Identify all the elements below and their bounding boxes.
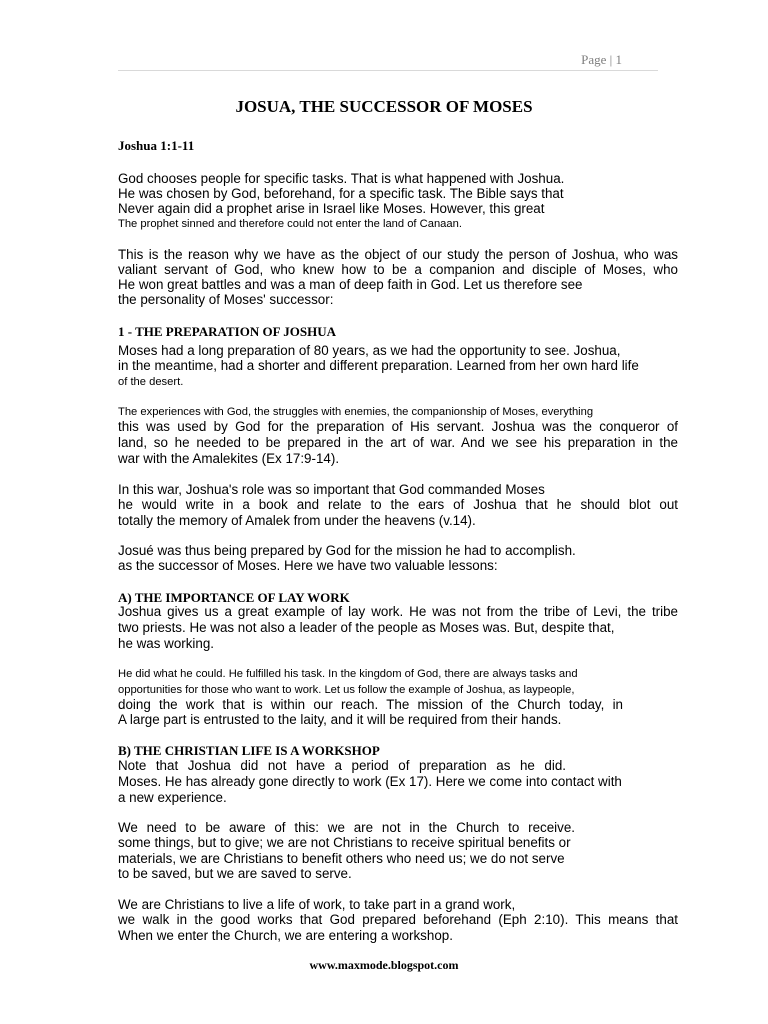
paragraph-line: totally the memory of Amalek from under the heavens (v.14). [118,513,476,528]
paragraph-line: of the desert. [118,376,184,388]
paragraph-line: The prophet sinned and therefore could not enter the land of Canaan. [118,218,462,230]
paragraph-line: some things, but to give; we are not Christians to receive spiritual benefits or [118,835,571,850]
paragraph-line: Joshua gives us a great example of lay work. He was not from the tribe of Levi, the tribe [118,604,678,619]
paragraph-line: When we enter the Church, we are entering a workshop. [118,928,453,943]
paragraph-line: Josué was thus being prepared by God for the mission he had to accomplish. [118,543,576,558]
paragraph-line: to be saved, but we are saved to serve. [118,866,352,881]
paragraph-line: We need to be aware of this: we are not in the Church to receive. [118,820,575,835]
page-number: Page | 1 [581,52,622,67]
paragraph-line: God chooses people for specific tasks. That is what happened with Joshua. [118,171,565,186]
paragraph-line: Note that Joshua did not have a period of preparation as he did. [118,758,566,773]
paragraph-line: as the successor of Moses. Here we have two valuable lessons: [118,558,498,573]
paragraph-line: We are Christians to live a life of work, to take part in a grand work, [118,897,516,912]
section-heading: A) THE IMPORTANCE OF LAY WORK [118,590,350,605]
paragraph-line: He was chosen by God, beforehand, for a specific task. The Bible says that [118,186,564,201]
paragraph-line: in the meantime, had a shorter and different preparation. Learned from her own hard life [118,358,639,373]
paragraph-line: this was used by God for the preparation of His servant. Joshua was the conqueror of [118,419,678,434]
paragraph-line: He did what he could. He fulfilled his task. In the kingdom of God, there are always tasks and [118,668,578,680]
paragraph-line: doing the work that is within our reach. The mission of the Church today, in [118,697,623,712]
paragraph-line: a new experience. [118,790,227,805]
paragraph-line: A large part is entrusted to the laity, and it will be required from their hands. [118,712,562,727]
paragraph-line: materials, we are Christians to benefit others who need us; we do not serve [118,851,565,866]
paragraph-line: the personality of Moses' successor: [118,292,334,307]
paragraph-line: The experiences with God, the struggles with enemies, the companionship of Moses, everything [118,406,594,418]
paragraph-line: he would write in a book and relate to the ears of Joshua that he should blot out [118,497,678,512]
paragraph-line: two priests. He was not also a leader of the people as Moses was. But, despite that, [118,620,615,635]
paragraph-line: Never again did a prophet arise in Israel like Moses. However, this great [118,201,545,216]
paragraph-line: valiant servant of God, who knew how to be a companion and disciple of Moses, who [118,262,678,277]
paragraph-line: war with the Amalekites (Ex 17:9-14). [118,451,340,466]
paragraph-line: we walk in the good works that God prepared beforehand (Eph 2:10). This means that [118,912,678,927]
paragraph-line: opportunities for those who want to work. Let us follow the example of Joshua, as laypeople, [118,684,575,696]
document-title: JOSUA, THE SUCCESSOR OF MOSES [235,97,533,116]
paragraph-line: Moses had a long preparation of 80 years, as we had the opportunity to see. Joshua, [118,343,621,358]
paragraph-line: land, so he needed to be prepared in the art of war. And we see his preparation in the [118,435,678,450]
paragraph-line: He won great battles and was a man of deep faith in God. Let us therefore see [118,277,583,292]
section-heading: 1 - THE PREPARATION OF JOSHUA [118,324,337,339]
paragraph-line: This is the reason why we have as the object of our study the person of Joshua, who was [118,247,678,262]
section-heading: B) THE CHRISTIAN LIFE IS A WORKSHOP [118,743,380,758]
paragraph-line: Moses. He has already gone directly to work (Ex 17). Here we come into contact with [118,774,622,789]
paragraph-line: he was working. [118,636,215,651]
scripture-reference: Joshua 1:1-11 [118,138,195,153]
footer-url: www.maxmode.blogspot.com [309,958,459,972]
paragraph-line: In this war, Joshua's role was so important that God commanded Moses [118,482,545,497]
page-header [118,52,658,71]
